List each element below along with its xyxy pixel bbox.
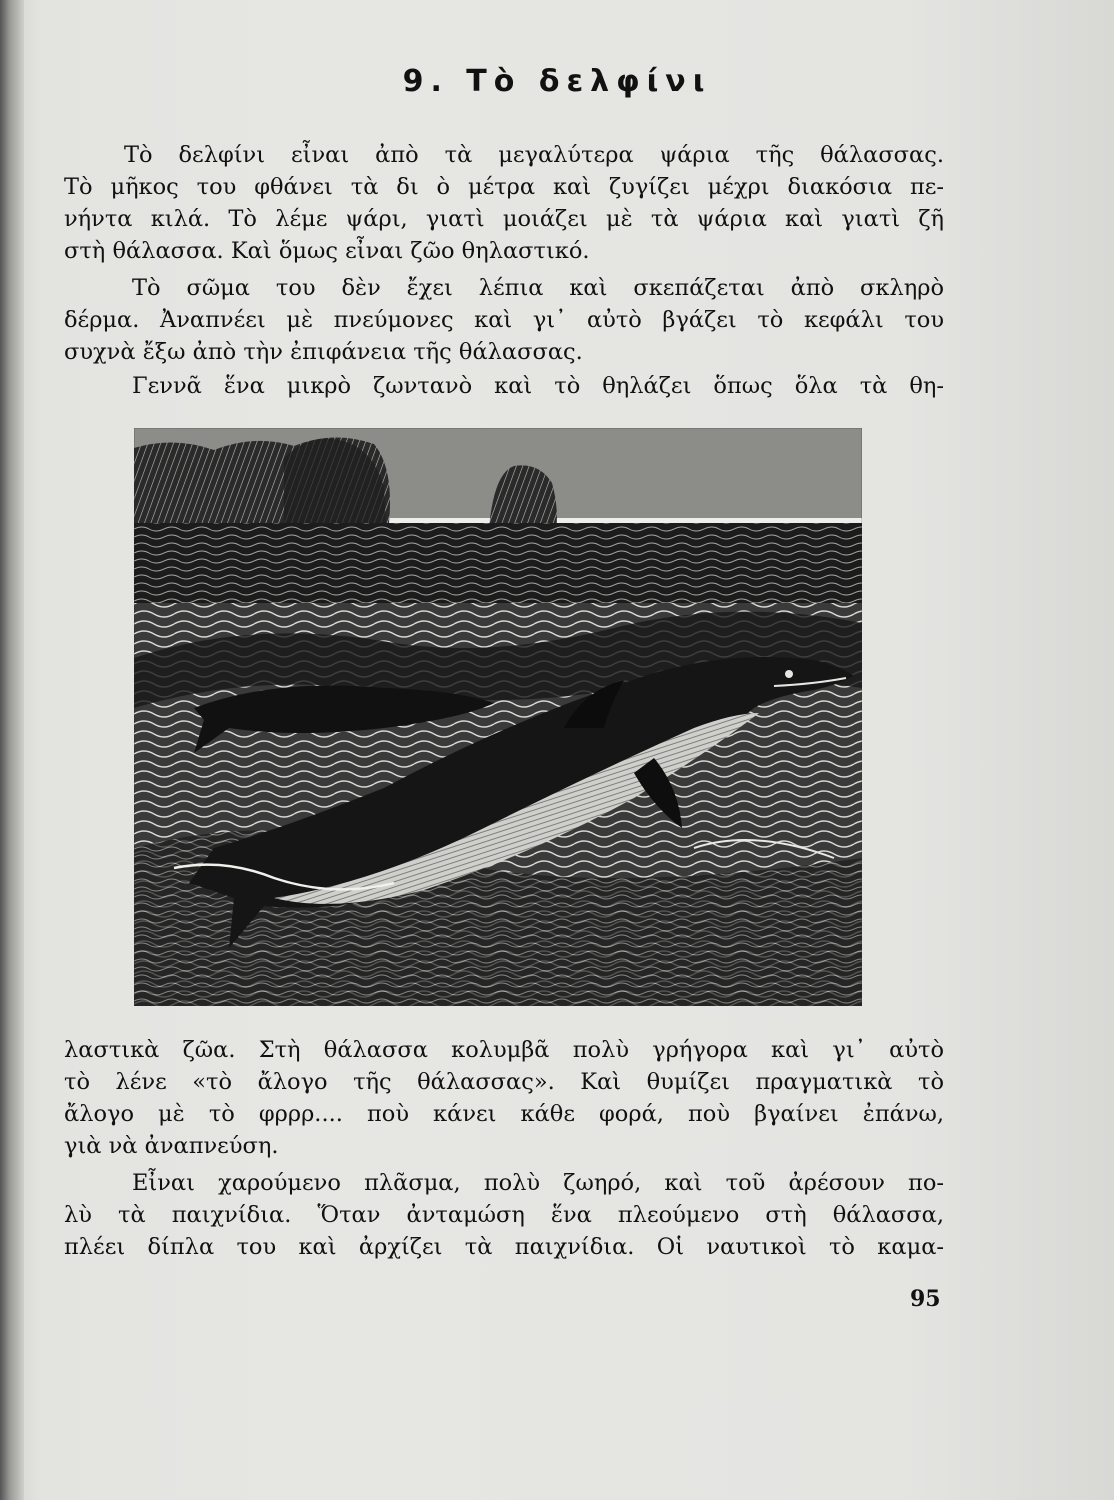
chapter-title: 9. Τὸ δελφίνι — [402, 64, 712, 99]
text-line: δέρμα. Ἀναπνέει μὲ πνεύμονες καὶ γι᾿ αὐτὸ βγάζει τὸ κεφάλι του — [64, 307, 944, 333]
text-line: Τὸ μῆκος του φθάνει τὰ δι ὸ μέτρα καὶ ζυγίζει μέχρι διακόσια πε- — [64, 174, 944, 200]
text-line: τὸ λένε «τὸ ἄλογο τῆς θάλασσας». Καὶ θυμίζει πραγματικὰ τὸ — [64, 1069, 944, 1095]
text-line: στὴ θάλασσα. Καὶ ὅμως εἶναι ζῶο θηλαστικό. — [64, 238, 590, 264]
text-line: γιὰ νὰ ἀναπνεύση. — [64, 1133, 279, 1159]
text-line: πλέει δίπλα του καὶ ἀρχίζει τὰ παιχνίδια. Οἱ ναυτικοὶ τὸ καμα- — [64, 1234, 944, 1260]
text-line: Εἶναι χαρούμενο πλᾶσμα, πολὺ ζωηρό, καὶ τοῦ ἀρέσουν πο- — [132, 1170, 944, 1196]
dolphin-engraving — [134, 428, 862, 1006]
text-line: Τὸ δελφίνι εἶναι ἀπὸ τὰ μεγαλύτερα ψάρια τῆς θάλασσας. — [124, 142, 944, 168]
text-line: Τὸ σῶμα του δὲν ἔχει λέπια καὶ σκεπάζεται ἀπὸ σκληρὸ — [132, 275, 944, 301]
text-line: ἄλογο μὲ τὸ φρρρ.... ποὺ κάνει κάθε φορά, ποὺ βγαίνει ἐπάνω, — [64, 1101, 944, 1127]
text-line: Γεννᾶ ἕνα μικρὸ ζωντανὸ καὶ τὸ θηλάζει ὅπως ὅλα τὰ θη- — [132, 373, 944, 399]
text-line: νήντα κιλά. Τὸ λέμε ψάρι, γιατὶ μοιάζει μὲ τὰ ψάρια καὶ γιατὶ ζῆ — [64, 206, 944, 232]
text-line: λαστικὰ ζῶα. Στὴ θάλασσα κολυμβᾶ πολὺ γρήγορα καὶ γι᾿ αὐτὸ — [64, 1037, 944, 1063]
book-spine — [0, 0, 24, 1500]
text-line: συχνὰ ἔξω ἀπὸ τὴν ἐπιφάνεια τῆς θάλασσας. — [64, 339, 583, 365]
dolphin-illustration — [134, 428, 862, 1006]
text-line: λὺ τὰ παιχνίδια. Ὅταν ἀνταμώση ἕνα πλεούμενο στὴ θάλασσα, — [64, 1202, 944, 1228]
page-number: 95 — [910, 1286, 941, 1312]
